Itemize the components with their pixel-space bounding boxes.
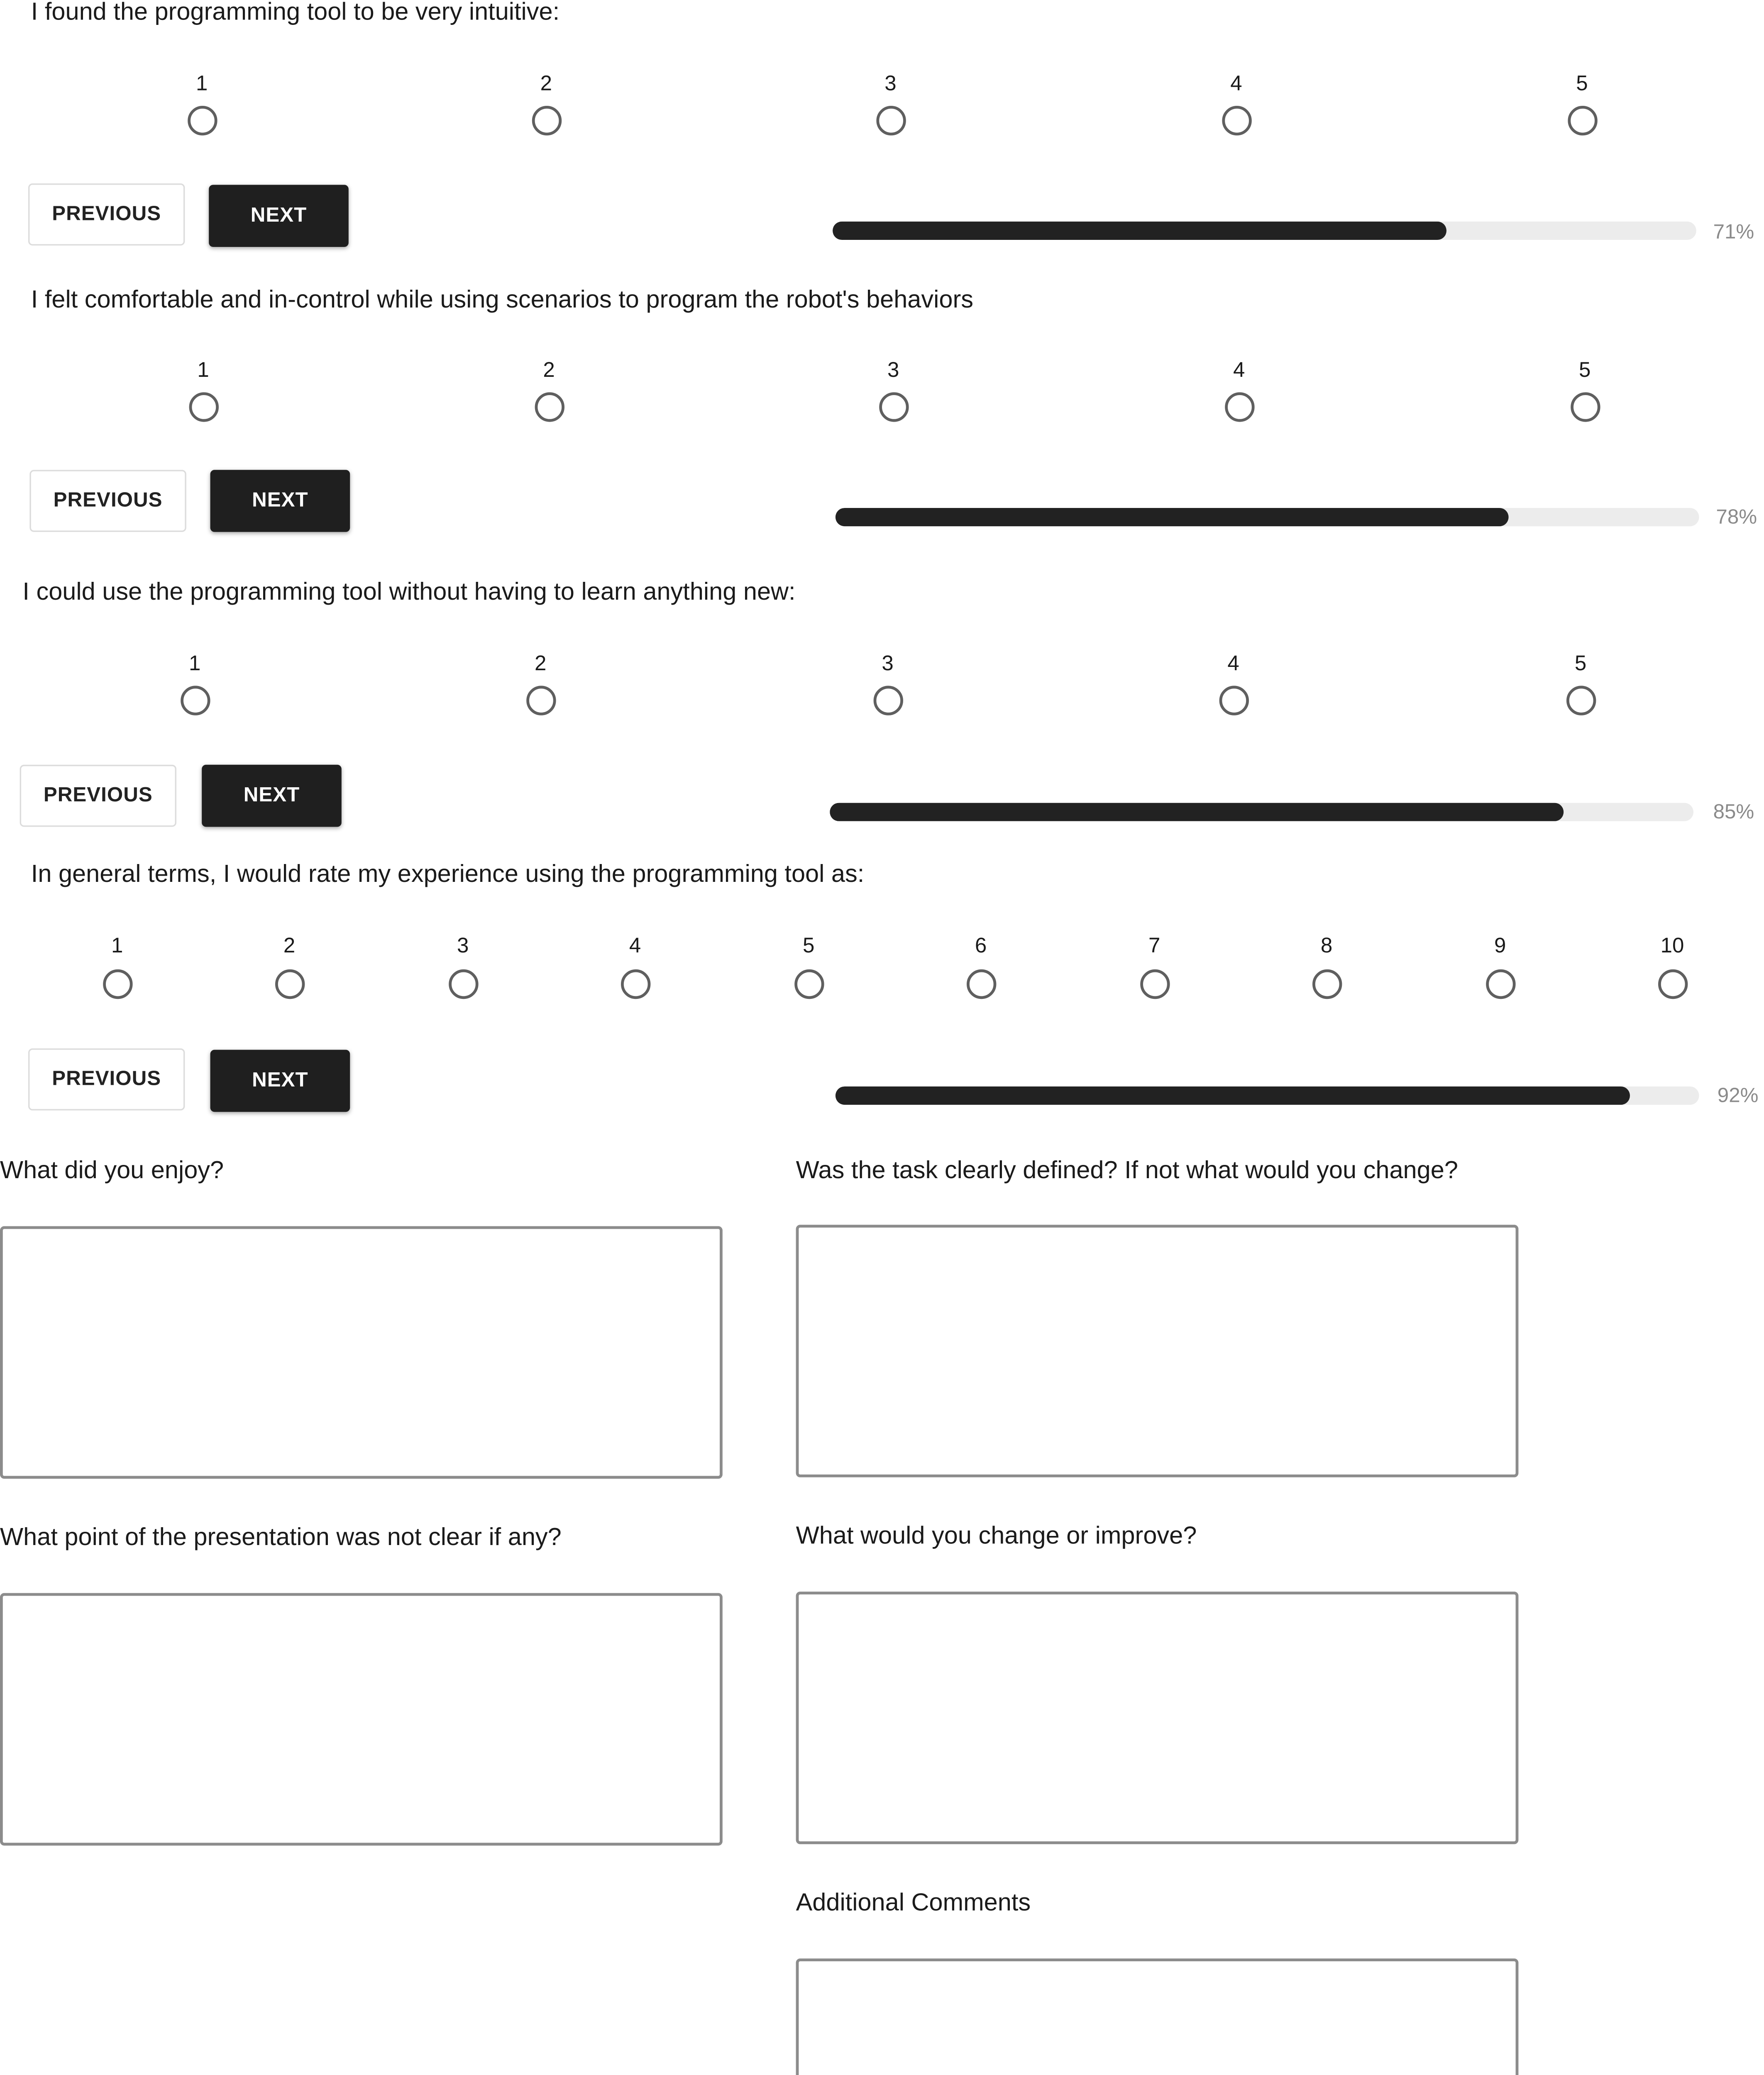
option-label: 2 bbox=[283, 934, 296, 958]
progress-percent: 71% bbox=[1713, 221, 1754, 244]
option-label: 5 bbox=[1579, 358, 1591, 383]
question-text: I found the programming tool to be very intuitive: bbox=[31, 0, 560, 26]
task-clarity-textarea[interactable] bbox=[796, 1225, 1519, 1477]
radio-option-3[interactable] bbox=[448, 969, 478, 999]
progress-bar-fill bbox=[836, 508, 1509, 526]
radio-option-10[interactable] bbox=[1657, 969, 1687, 999]
option-label: 8 bbox=[1320, 934, 1333, 958]
option-label: 4 bbox=[1230, 72, 1242, 96]
progress-bar bbox=[836, 508, 1699, 526]
progress-bar bbox=[830, 803, 1693, 821]
option-label: 2 bbox=[535, 652, 547, 676]
option-label: 3 bbox=[457, 934, 469, 958]
next-button[interactable]: NEXT bbox=[210, 470, 350, 532]
question-text: I felt comfortable and in-control while using scenarios to program the robot's behaviors bbox=[31, 285, 974, 313]
option-label: 1 bbox=[189, 652, 201, 676]
question-label-presentation: What point of the presentation was not clear if any? bbox=[0, 1522, 562, 1551]
radio-option-1[interactable] bbox=[103, 969, 132, 999]
radio-option-3[interactable] bbox=[873, 686, 902, 715]
option-label: 6 bbox=[975, 934, 987, 958]
progress-bar-fill bbox=[836, 1086, 1630, 1105]
option-label: 4 bbox=[1233, 358, 1245, 383]
question-label-additional-comments: Additional Comments bbox=[796, 1888, 1031, 1916]
option-label: 2 bbox=[543, 358, 555, 383]
option-label: 10 bbox=[1660, 934, 1684, 958]
option-label: 9 bbox=[1494, 934, 1506, 958]
option-label: 5 bbox=[1574, 652, 1587, 676]
radio-option-1[interactable] bbox=[180, 686, 210, 715]
radio-option-3[interactable] bbox=[879, 392, 908, 422]
option-label: 5 bbox=[1576, 72, 1588, 96]
progress-percent: 78% bbox=[1716, 506, 1757, 529]
radio-option-7[interactable] bbox=[1140, 969, 1169, 999]
enjoy-textarea[interactable] bbox=[0, 1226, 723, 1479]
improve-textarea[interactable] bbox=[796, 1592, 1519, 1844]
option-label: 3 bbox=[884, 72, 897, 96]
radio-option-1[interactable] bbox=[187, 106, 217, 135]
progress-bar-fill bbox=[830, 803, 1564, 821]
radio-option-5[interactable] bbox=[1566, 686, 1595, 715]
radio-option-6[interactable] bbox=[966, 969, 995, 999]
progress-percent: 92% bbox=[1717, 1085, 1759, 1108]
radio-option-5[interactable] bbox=[1567, 106, 1597, 135]
progress-bar-fill bbox=[833, 222, 1446, 240]
progress-bar bbox=[836, 1086, 1699, 1105]
question-text: I could use the programming tool without having to learn anything new: bbox=[22, 577, 796, 605]
option-label: 2 bbox=[540, 72, 552, 96]
next-button[interactable]: NEXT bbox=[202, 765, 342, 827]
progress-bar bbox=[833, 222, 1696, 240]
option-label: 4 bbox=[1227, 652, 1239, 676]
question-text: In general terms, I would rate my experience using the programming tool as: bbox=[31, 859, 865, 888]
option-label: 3 bbox=[882, 652, 894, 676]
radio-option-9[interactable] bbox=[1485, 969, 1515, 999]
previous-button[interactable]: PREVIOUS bbox=[28, 183, 185, 246]
option-label: 3 bbox=[887, 358, 899, 383]
radio-option-4[interactable] bbox=[620, 969, 650, 999]
radio-option-4[interactable] bbox=[1224, 392, 1254, 422]
previous-button[interactable]: PREVIOUS bbox=[20, 765, 176, 827]
question-label-improve: What would you change or improve? bbox=[796, 1521, 1197, 1550]
additional-comments-textarea[interactable] bbox=[796, 1958, 1519, 2075]
radio-option-2[interactable] bbox=[526, 686, 555, 715]
radio-option-2[interactable] bbox=[534, 392, 564, 422]
next-button[interactable]: NEXT bbox=[209, 185, 349, 247]
radio-option-4[interactable] bbox=[1219, 686, 1248, 715]
radio-option-5[interactable] bbox=[1570, 392, 1600, 422]
previous-button[interactable]: PREVIOUS bbox=[29, 470, 186, 532]
radio-option-4[interactable] bbox=[1222, 106, 1251, 135]
previous-button[interactable]: PREVIOUS bbox=[28, 1048, 185, 1111]
progress-percent: 85% bbox=[1713, 801, 1754, 824]
question-label-enjoy: What did you enjoy? bbox=[0, 1155, 224, 1184]
radio-option-5[interactable] bbox=[794, 969, 823, 999]
radio-option-2[interactable] bbox=[531, 106, 561, 135]
radio-option-1[interactable] bbox=[188, 392, 218, 422]
option-label: 1 bbox=[111, 934, 123, 958]
next-button[interactable]: NEXT bbox=[210, 1050, 350, 1112]
radio-option-3[interactable] bbox=[876, 106, 905, 135]
option-label: 1 bbox=[196, 72, 208, 96]
question-label-task-clarity: Was the task clearly defined? If not what would you change? bbox=[796, 1155, 1458, 1184]
option-label: 5 bbox=[803, 934, 815, 958]
option-label: 7 bbox=[1148, 934, 1161, 958]
option-label: 4 bbox=[629, 934, 641, 958]
option-label: 1 bbox=[197, 358, 209, 383]
radio-option-2[interactable] bbox=[274, 969, 304, 999]
radio-option-8[interactable] bbox=[1312, 969, 1341, 999]
presentation-textarea[interactable] bbox=[0, 1593, 723, 1846]
